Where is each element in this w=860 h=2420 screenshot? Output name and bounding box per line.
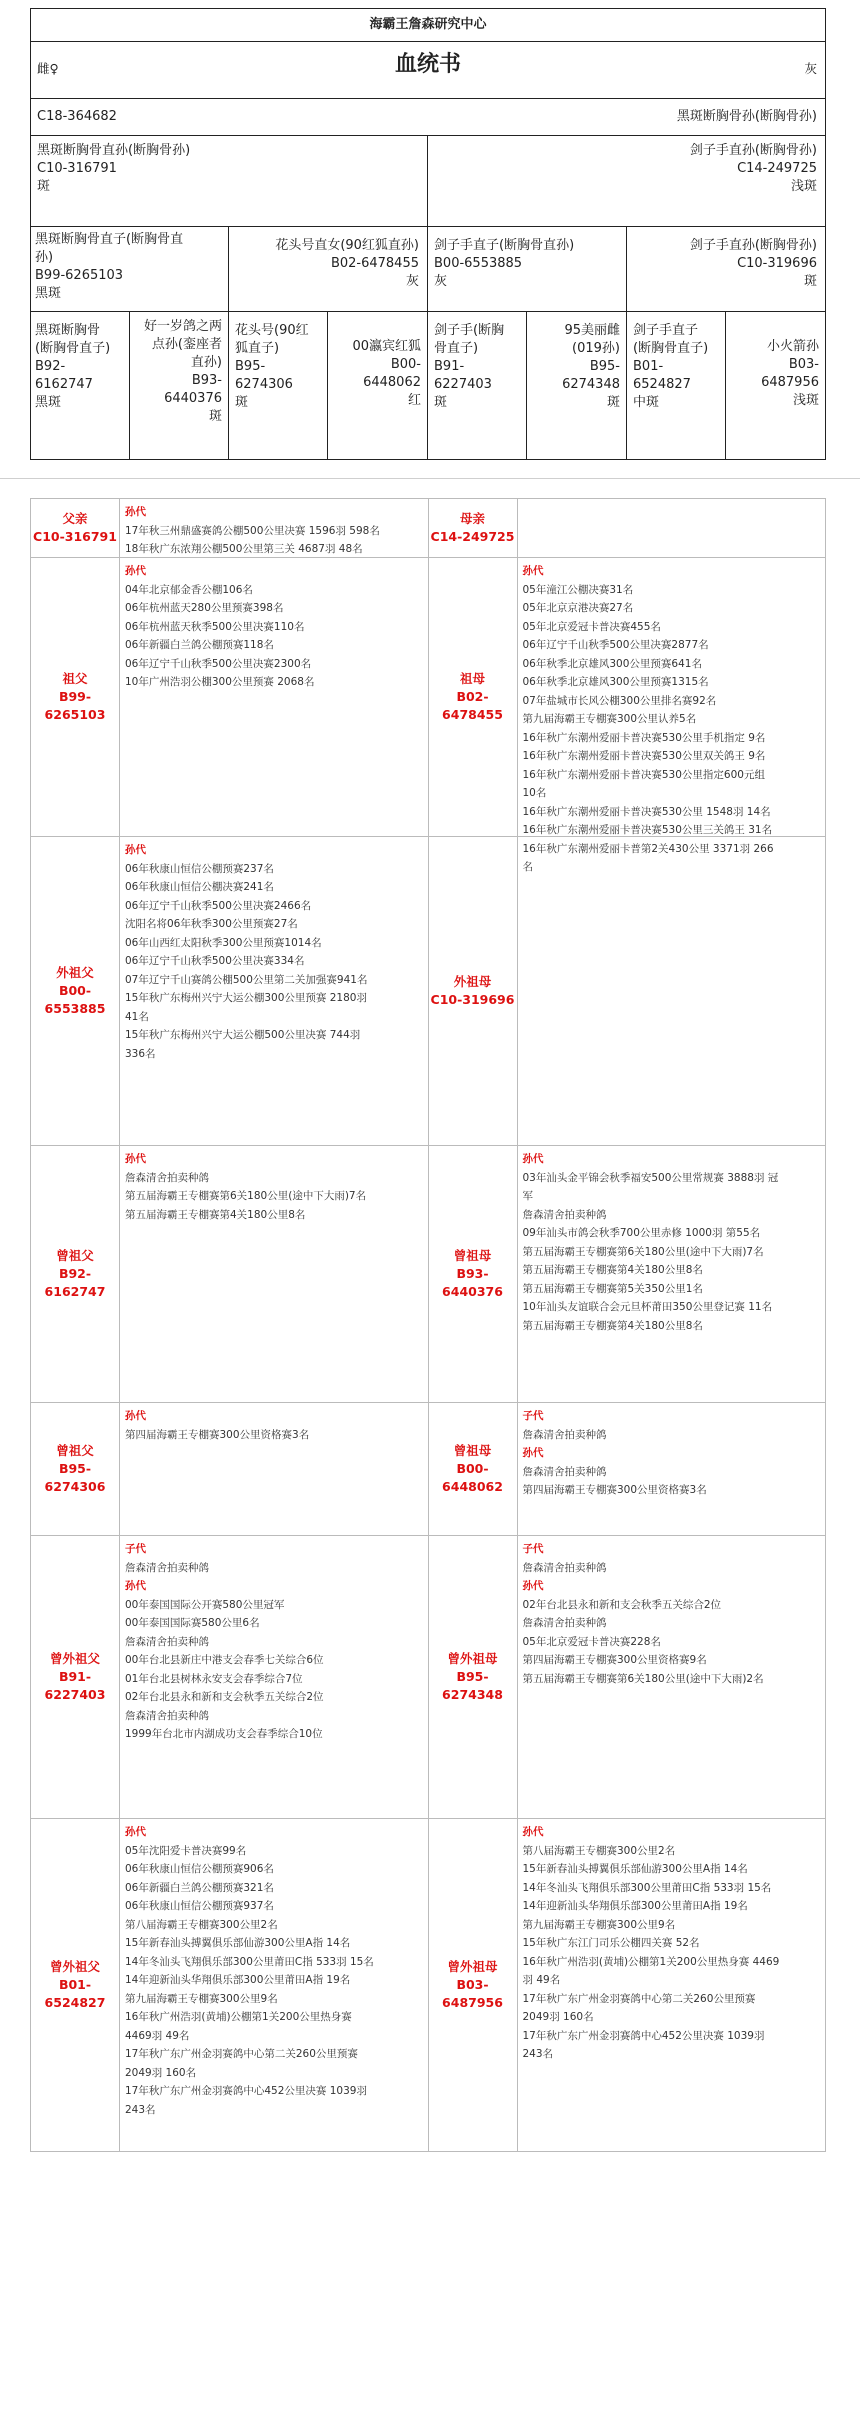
cell-line: B03- [788, 357, 819, 372]
ggp-cell-5 [427, 311, 527, 460]
achievement-item: 16年秋广东潮州爱丽卡普决赛530公里双关鸽王 9名 [522, 750, 766, 762]
achievement-item: 14年冬汕头飞翔俱乐部300公里莆田C指 533羽 15名 [522, 1881, 772, 1894]
relation-ring: B95-6274306 [44, 1461, 106, 1494]
cell-line: 6440376 [164, 391, 222, 406]
achievement-item: 00年泰国国际公开赛580公里冠军 [125, 1598, 285, 1611]
ggp-cell-8 [725, 311, 826, 460]
achievement-item: 10名 [522, 787, 547, 799]
cell-line: 小火箭孙 [766, 339, 819, 354]
ggp-cell-6 [526, 311, 627, 460]
generation-heading: 孙代 [522, 565, 544, 577]
cell-line: 花头号(90红 [235, 323, 309, 338]
breed-name: 黑斑断胸骨孙(断胸骨孙) [676, 109, 817, 124]
relation-name: 曾外祖父 [49, 1959, 100, 1974]
cell-line: 斑 [37, 179, 51, 194]
title-row [30, 41, 826, 99]
achievement-list [120, 837, 428, 1145]
achievement-item: 16年秋广东潮州爱丽卡普决赛530公里指定600元组 [522, 768, 765, 781]
achievement-item: 06年新疆白兰鸽公棚预赛118名 [125, 639, 274, 651]
cell-line: 花头号直女(90红狐直孙) [275, 238, 419, 253]
color-label: 灰 [804, 61, 817, 76]
achievement-item: 名 [522, 861, 533, 873]
record-row [31, 1403, 825, 1536]
generation-heading: 子代 [522, 1410, 544, 1422]
achievement-item: 沈阳名将06年秋季300公里预赛27名 [125, 918, 298, 930]
record-row [31, 1819, 825, 2151]
achievement-item: 06年辽宁千山秋季500公里决赛2300名 [125, 657, 312, 670]
cell-line: B95- [235, 359, 266, 374]
relation-label [31, 1146, 120, 1402]
achievement-item: 詹森清舍拍卖种鸽 [125, 1709, 209, 1722]
cell-line: (断胸骨直子) [633, 341, 709, 356]
achievement-item: 17年秋广东广州金羽赛鸽中心452公里决赛 1039羽 [125, 2085, 367, 2097]
cell-line: 斑 [803, 274, 817, 289]
maternal-grandfather-cell [427, 226, 627, 312]
achievement-item: 07年辽宁千山赛鸽公棚500公里第二关加强赛941名 [125, 973, 368, 986]
relation-label [31, 499, 120, 557]
cell-line: B91- [434, 359, 465, 374]
relation-label [428, 837, 518, 1145]
achievement-item: 00年泰国国际赛580公里6名 [125, 1617, 260, 1629]
relation-label [31, 1819, 120, 2151]
achievement-item: 第四届海霸王专棚赛300公里资格赛3名 [125, 1428, 310, 1441]
achievement-item: 第五届海霸王专棚赛第6关180公里(途中下大雨)2名 [522, 1672, 764, 1685]
achievement-list [518, 837, 826, 1145]
cell-line: 斑 [606, 395, 620, 410]
achievement-item: 16年秋广东潮州爱丽卡普决赛530公里手机指定 9名 [522, 731, 766, 744]
achievement-item: 06年秋康山恒信公棚预赛237名 [125, 862, 274, 875]
achievement-item: 第四届海霸王专棚赛300公里资格赛3名 [522, 1484, 707, 1496]
cell-line: 6274306 [235, 377, 293, 392]
achievement-item: 16年秋广州浩羽(黄埔)公棚第1关200公里热身赛 [125, 2011, 352, 2023]
relation-name: 母亲 [459, 511, 485, 526]
relation-name: 父亲 [62, 511, 88, 526]
cell-line: 6274348 [562, 377, 620, 392]
record-row [31, 837, 825, 1146]
ggp-cell-1 [30, 311, 130, 460]
cell-line: B01- [633, 359, 664, 374]
ring-row [30, 98, 826, 136]
achievement-item: 41名 [125, 1010, 149, 1023]
relation-name: 曾祖母 [453, 1443, 492, 1458]
cell-line: B00- [390, 357, 421, 372]
generation-heading: 子代 [125, 1543, 146, 1555]
relation-label [428, 1819, 518, 2151]
cell-line: B00-6553885 [434, 256, 523, 271]
cell-line: C14-249725 [737, 161, 817, 176]
generation-heading: 孙代 [522, 1153, 544, 1165]
cell-line: 剑子手直孙(断胸骨孙) [689, 143, 817, 158]
org-name-bar: 海霸王詹森研究中心 [30, 8, 826, 42]
relation-label [428, 1146, 518, 1402]
achievement-item: 2049羽 160名 [522, 2011, 594, 2023]
relation-name: 祖母 [459, 671, 485, 686]
achievement-item: 06年秋康山恒信公棚决赛241名 [125, 881, 274, 893]
cell-line: 黑斑断胸骨直孙(断胸骨孙) [37, 143, 191, 158]
achievement-item: 16年秋广东潮州爱丽卡普第2关430公里 3371羽 266 [522, 842, 774, 855]
achievement-item: 詹森清舍拍卖种鸽 [522, 1208, 607, 1221]
achievement-item: 詹森清舍拍卖种鸽 [522, 1465, 607, 1478]
relation-ring: B00-6553885 [44, 983, 106, 1016]
cell-line: C10-316791 [37, 161, 117, 176]
cell-line: 红 [407, 393, 421, 408]
cell-line: B93- [191, 373, 222, 388]
cell-line: 黑斑 [35, 395, 62, 410]
achievement-item: 詹森清舍拍卖种鸽 [522, 1561, 607, 1574]
cell-line: 6524827 [633, 377, 691, 392]
generation-heading: 孙代 [125, 1410, 146, 1422]
cell-line: B92- [35, 359, 66, 374]
achievement-item: 06年辽宁千山秋季500公里决赛2466名 [125, 899, 312, 912]
cell-line: 灰 [405, 274, 419, 289]
cell-line: 灰 [434, 274, 448, 289]
achievement-item: 17年秋三州鼎盛赛鸽公棚500公里决赛 1596羽 598名 [125, 524, 380, 537]
achievement-item: 06年新疆白兰鸽公棚预赛321名 [125, 1881, 274, 1894]
achievement-item: 06年山西红太阳秋季300公里预赛1014名 [125, 936, 322, 949]
ggp-cell-7 [626, 311, 726, 460]
relation-ring: C10-316791 [33, 529, 117, 544]
relation-ring: B01-6524827 [44, 1977, 106, 2010]
cell-line: C10-319696 [737, 256, 817, 271]
achievement-item: 2049羽 160名 [125, 2066, 197, 2079]
cell-line: 剑子手直孙(断胸骨孙) [689, 238, 817, 253]
race-records-table [30, 498, 826, 2152]
relation-name: 外祖父 [56, 965, 94, 980]
ring-number: C18-364682 [37, 109, 117, 124]
achievement-item: 第八届海霸王专棚赛300公里2名 [522, 1844, 676, 1857]
ggp-cell-4 [327, 311, 428, 460]
achievement-list [518, 1403, 826, 1535]
achievement-item: 06年辽宁千山秋季500公里决赛334名 [125, 955, 305, 967]
cell-line: 孙) [35, 250, 54, 265]
ggp-cell-2 [129, 311, 229, 460]
achievement-item: 15年新春汕头搏翼俱乐部仙游300公里A指 14名 [125, 1937, 351, 1949]
achievement-item: 01年台北县树林永安支会春季综合7位 [125, 1672, 303, 1685]
achievement-item: 16年秋广东潮州爱丽卡普决赛530公里 1548羽 14名 [522, 805, 771, 818]
relation-ring: B00-6448062 [442, 1461, 503, 1494]
achievement-item: 14年迎新汕头华翔俱乐部300公里莆田A指 19名 [522, 1900, 748, 1912]
achievement-item: 10年汕头友谊联合会元旦杯莆田350公里登记赛 11名 [522, 1301, 773, 1313]
cell-line: 95美丽雌 [564, 323, 620, 338]
generation-heading: 孙代 [522, 1580, 544, 1592]
cell-line: 6162747 [35, 377, 93, 392]
achievement-item: 詹森清舍拍卖种鸽 [522, 1428, 607, 1441]
cell-line: B02-6478455 [330, 256, 419, 271]
grandmother-cell [228, 226, 428, 312]
achievement-item: 第九届海霸王专棚赛300公里9名 [125, 1992, 278, 2005]
achievement-item: 17年秋广东广州金羽赛鸽中心第二关260公里预赛 [522, 1992, 756, 2005]
achievement-item: 14年冬汕头飞翔俱乐部300公里莆田C指 533羽 15名 [125, 1955, 374, 1968]
relation-label [31, 1536, 120, 1818]
relation-ring: B95-6274348 [442, 1669, 503, 1702]
achievement-item: 336名 [125, 1047, 156, 1060]
cell-line: 浅斑 [790, 179, 817, 194]
achievement-item: 05年沈阳爱卡普决赛99名 [125, 1844, 247, 1857]
achievement-list [518, 1146, 826, 1402]
achievement-item: 羽 49名 [522, 1974, 561, 1986]
relation-label [428, 499, 518, 557]
achievement-list [518, 499, 826, 557]
achievement-item: 07年盐城市长风公棚300公里排名赛92名 [522, 694, 717, 707]
achievement-list [120, 1536, 428, 1818]
cell-line: 黑斑断胸骨直子(断胸骨直 [35, 232, 184, 247]
achievement-item: 05年北京爱冠卡普决赛228名 [522, 1635, 661, 1648]
achievement-item: 06年秋季北京雄风300公里预赛1315名 [522, 676, 709, 688]
achievement-item: 第五届海霸王专棚赛第6关180公里(途中下大雨)7名 [522, 1245, 764, 1258]
cell-line: 斑 [434, 395, 448, 410]
achievement-item: 第五届海霸王专棚赛第4关180公里8名 [125, 1208, 306, 1221]
achievement-item: 第九届海霸王专棚赛300公里认养5名 [522, 713, 697, 725]
relation-name: 曾祖母 [453, 1248, 492, 1263]
achievement-item: 16年秋广州浩羽(黄埔)公棚第1关200公里热身赛 4469 [522, 1955, 780, 1968]
generation-heading: 孙代 [125, 1580, 146, 1592]
relation-label [428, 1536, 518, 1818]
achievement-item: 詹森清舍拍卖种鸽 [125, 1561, 209, 1574]
achievement-item: 04年北京郁金香公棚106名 [125, 583, 253, 596]
achievement-item: 06年杭州蓝天280公里预赛398名 [125, 602, 284, 614]
achievement-item: 02年台北县永和新和支会秋季五关综合2位 [522, 1598, 722, 1611]
mother-cell [427, 135, 826, 227]
relation-ring: B03-6487956 [442, 1977, 503, 2010]
relation-name: 曾祖父 [56, 1443, 94, 1458]
relation-ring: B91-6227403 [44, 1669, 106, 1702]
generation-heading: 孙代 [125, 506, 146, 518]
achievement-item: 06年杭州蓝天秋季500公里决赛110名 [125, 620, 305, 633]
cell-line: 剑子手(断胸 [434, 323, 505, 338]
relation-name: 外祖母 [453, 974, 492, 989]
achievement-item: 05年北京爱冠卡普决赛455名 [522, 620, 661, 633]
cell-line: 00瀛宾红狐 [352, 339, 421, 354]
achievement-item: 14年迎新汕头华翔俱乐部300公里莆田A指 19名 [125, 1974, 351, 1986]
father-cell [30, 135, 428, 227]
relation-ring: C10-319696 [430, 992, 515, 1007]
achievement-item: 05年北京京港决赛27名 [522, 602, 634, 614]
achievement-item: 06年秋季北京雄风300公里预赛641名 [522, 657, 702, 670]
generation-heading: 孙代 [125, 1826, 146, 1838]
achievement-item: 军 [522, 1190, 533, 1202]
generation-heading: 孙代 [125, 1153, 146, 1165]
generation-heading: 孙代 [522, 1826, 544, 1838]
achievement-item: 15年秋广东江门司乐公棚四关赛 52名 [522, 1937, 700, 1949]
cell-line: 直孙) [190, 355, 222, 370]
achievement-item: 第四届海霸王专棚赛300公里资格赛9名 [522, 1654, 707, 1666]
ggp-cell-3 [228, 311, 328, 460]
section-divider [0, 478, 860, 479]
relation-label [428, 558, 518, 836]
achievement-item: 詹森清舍拍卖种鸽 [125, 1635, 209, 1648]
generation-heading: 孙代 [522, 1447, 544, 1459]
achievement-item: 第五届海霸王专棚赛第4关180公里8名 [522, 1264, 703, 1276]
relation-name: 祖父 [62, 671, 88, 686]
relation-name: 曾外祖母 [447, 1651, 498, 1666]
achievement-item: 10年广州浩羽公棚300公里预赛 2068名 [125, 676, 315, 688]
achievement-item: 第五届海霸王专棚赛第6关180公里(途中下大雨)7名 [125, 1190, 367, 1202]
relation-ring: C14-249725 [430, 529, 515, 544]
cell-line: 骨直子) [434, 341, 479, 356]
achievement-item: 243名 [522, 2048, 554, 2060]
achievement-item: 05年潼江公棚决赛31名 [522, 583, 634, 596]
achievement-item: 06年辽宁千山秋季500公里决赛2877名 [522, 639, 709, 651]
relation-label [428, 1403, 518, 1535]
achievement-item: 第九届海霸王专棚赛300公里9名 [522, 1918, 676, 1931]
cell-line: 6487956 [761, 375, 819, 390]
record-row [31, 1146, 825, 1403]
cell-line: B95- [589, 359, 620, 374]
cell-line: (019孙) [572, 341, 620, 356]
generation-heading: 孙代 [125, 844, 146, 856]
pedigree-certificate [30, 8, 826, 460]
generation-heading: 孙代 [125, 565, 146, 577]
cell-line: 剑子手直子(断胸骨直孙) [434, 238, 575, 253]
achievement-item: 1999年台北市内湖成功支会春季综合10位 [125, 1728, 323, 1740]
achievement-item: 15年秋广东梅州兴宁大运公棚300公里预赛 2180羽 [125, 992, 367, 1004]
relation-ring: B92-6162747 [44, 1266, 106, 1299]
maternal-grandmother-cell [626, 226, 826, 312]
achievement-list [120, 499, 428, 557]
achievement-item: 4469羽 49名 [125, 2029, 190, 2042]
achievement-item: 06年秋康山恒信公棚预赛906名 [125, 1863, 274, 1875]
relation-ring: B02-6478455 [442, 689, 503, 722]
cell-line: 6227403 [434, 377, 492, 392]
grandfather-cell [30, 226, 229, 312]
achievement-item: 15年秋广东梅州兴宁大运公棚500公里决赛 744羽 [125, 1029, 361, 1041]
relation-ring: B93-6440376 [442, 1266, 503, 1299]
achievement-item: 06年秋康山恒信公棚预赛937名 [125, 1900, 274, 1912]
cell-line: 狐直子) [235, 341, 280, 356]
record-row [31, 1536, 825, 1819]
cell-line: (断胸骨直子) [35, 341, 111, 356]
achievement-list [120, 558, 428, 836]
achievement-item: 03年汕头金平锦会秋季福安500公里常规赛 3888羽 冠 [522, 1171, 779, 1184]
achievement-item: 02年台北县永和新和支会秋季五关综合2位 [125, 1691, 324, 1703]
relation-label [31, 558, 120, 836]
achievement-item: 詹森清舍拍卖种鸽 [522, 1617, 607, 1629]
cell-line: B99-6265103 [35, 268, 124, 283]
cell-line: 斑 [208, 409, 222, 424]
generation-heading: 子代 [522, 1543, 544, 1555]
cell-line: 斑 [235, 395, 249, 410]
achievement-list [518, 1819, 826, 2151]
achievement-list [518, 1536, 826, 1818]
achievement-list [518, 558, 826, 873]
relation-label [31, 837, 120, 1145]
relation-name: 曾外祖父 [49, 1651, 100, 1666]
achievement-item: 18年秋广东浓翔公棚500公里第三关 4687羽 48名 [125, 543, 363, 555]
achievement-list [120, 1403, 428, 1535]
achievement-item: 第五届海霸王专棚赛第5关350公里1名 [522, 1282, 703, 1295]
cell-line: 好一岁鸽之两 [143, 319, 222, 334]
cell-line: 剑子手直子 [633, 323, 699, 338]
cell-line: 浅斑 [792, 393, 819, 408]
achievement-item: 第八届海霸王专棚赛300公里2名 [125, 1918, 278, 1931]
relation-ring: B99-6265103 [44, 689, 106, 722]
cell-line: 点孙(銮座者 [151, 337, 222, 352]
cell-line: 6448062 [363, 375, 421, 390]
achievement-item: 第五届海霸王专棚赛第4关180公里8名 [522, 1319, 703, 1332]
achievement-list [120, 1819, 428, 2151]
achievement-item: 17年秋广东广州金羽赛鸽中心第二关260公里预赛 [125, 2048, 358, 2060]
relation-name: 曾祖父 [56, 1248, 94, 1263]
cell-line: 黑斑 [35, 286, 62, 301]
achievement-item: 16年秋广东潮州爱丽卡普决赛530公里三关鸽王 31名 [522, 824, 773, 836]
achievement-item: 詹森清舍拍卖种鸽 [125, 1171, 209, 1184]
achievement-list [120, 1146, 428, 1402]
relation-name: 曾外祖母 [447, 1959, 498, 1974]
cell-line: 中斑 [633, 395, 660, 410]
achievement-item: 243名 [125, 2103, 156, 2116]
achievement-item: 17年秋广东广州金羽赛鸽中心452公里决赛 1039羽 [522, 2029, 765, 2042]
document-title: 血统书 [394, 52, 461, 77]
achievement-item: 09年汕头市鸽会秋季700公里赤修 1000羽 第55名 [522, 1227, 761, 1239]
sex-label: 雌♀ [37, 61, 59, 76]
achievement-item: 15年新春汕头搏翼俱乐部仙游300公里A指 14名 [522, 1863, 748, 1875]
achievement-item: 00年台北县新庄中港支会春季七关综合6位 [125, 1654, 324, 1666]
record-row [31, 499, 825, 558]
cell-line: 黑斑断胸骨 [35, 323, 101, 338]
relation-label [31, 1403, 120, 1535]
